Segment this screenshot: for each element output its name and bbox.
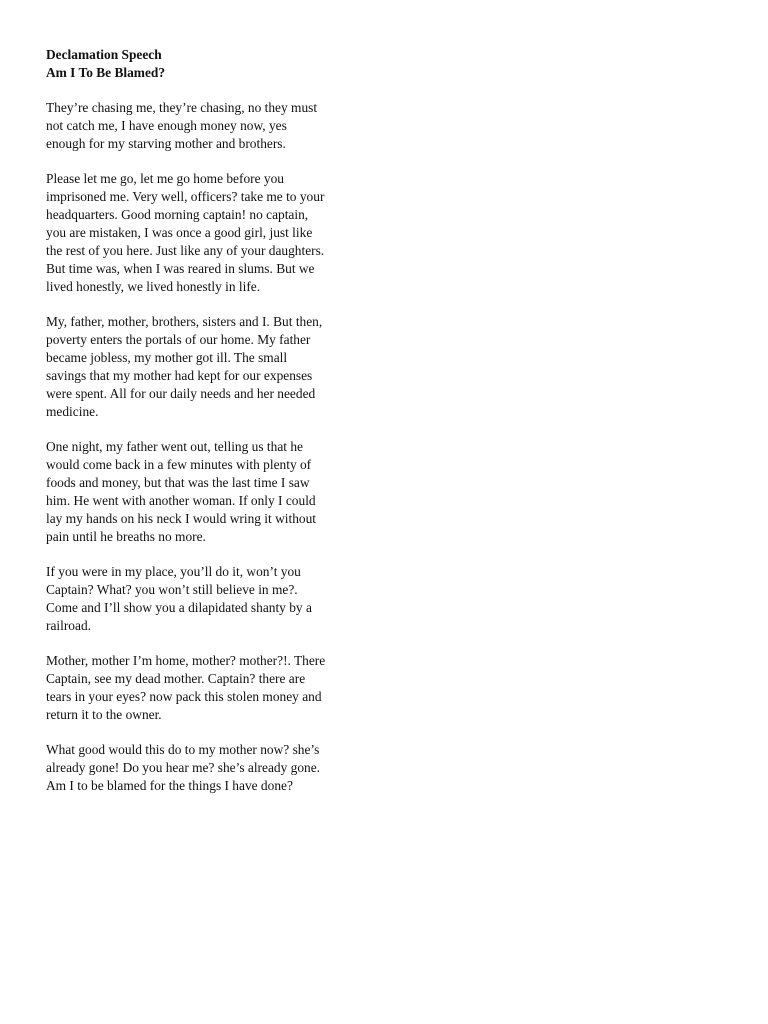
paragraph-line: Captain, see my dead mother. Captain? there are [46, 671, 306, 686]
paragraph-line: Please let me go, let me go home before you [46, 171, 284, 186]
paragraph-line: lived honestly, we lived honestly in life. [46, 279, 261, 294]
paragraph-line: One night, my father went out, telling us that he [46, 439, 303, 454]
paragraph-line: tears in your eyes? now pack this stolen money and [46, 689, 322, 704]
paragraph-line: Mother, mother I’m home, mother? mother?!. There [46, 653, 326, 668]
paragraph-line: poverty enters the portals of our home. My father [46, 332, 311, 347]
paragraph-line: If you were in my place, you’ll do it, won’t you [46, 564, 301, 579]
paragraph-line: They’re chasing me, they’re chasing, no they must [46, 100, 318, 115]
paragraph-line: you are mistaken, I was once a good girl, just like [46, 225, 313, 240]
paragraph [46, 741, 376, 795]
paragraph [46, 652, 376, 724]
paragraph-line: would come back in a few minutes with plenty of [46, 457, 312, 472]
document-subtitle: Am I To Be Blamed? [46, 65, 166, 80]
paragraph-line: My, father, mother, brothers, sisters and I. But then, [46, 314, 323, 329]
paragraph-line: pain until he breaths no more. [46, 529, 206, 544]
paragraph-line: railroad. [46, 618, 91, 633]
paragraph [46, 563, 376, 635]
paragraph-line: Am I to be blamed for the things I have done? [46, 778, 293, 793]
paragraph-line: Come and I’ll show you a dilapidated shanty by a [46, 600, 312, 615]
paragraph-line: him. He went with another woman. If only I could [46, 493, 316, 508]
paragraph [46, 99, 376, 153]
paragraph [46, 170, 376, 296]
paragraph-line: enough for my starving mother and brothers. [46, 136, 286, 151]
paragraph-line: already gone! Do you hear me? she’s already gone. [46, 760, 321, 775]
paragraph-line: return it to the owner. [46, 707, 162, 722]
paragraph-line: imprisoned me. Very well, officers? take me to your [46, 189, 325, 204]
paragraph-line: were spent. All for our daily needs and her needed [46, 386, 316, 401]
document-page [46, 46, 376, 795]
paragraph-line: headquarters. Good morning captain! no captain, [46, 207, 309, 222]
paragraph-line: not catch me, I have enough money now, yes [46, 118, 287, 133]
paragraph-line: became jobless, my mother got ill. The small [46, 350, 288, 365]
paragraph-line: foods and money, but that was the last time I saw [46, 475, 310, 490]
paragraph-line: Captain? What? you won’t still believe in me?. [46, 582, 298, 597]
paragraph-line: the rest of you here. Just like any of your daughters. [46, 243, 325, 258]
paragraph-line: What good would this do to my mother now? she’s [46, 742, 320, 757]
paragraph [46, 313, 376, 421]
document-title: Declamation Speech [46, 47, 162, 62]
paragraph-line: But time was, when I was reared in slums. But we [46, 261, 315, 276]
paragraph-line: lay my hands on his neck I would wring it without [46, 511, 317, 526]
paragraph [46, 438, 376, 546]
paragraph-line: medicine. [46, 404, 99, 419]
paragraph-line: savings that my mother had kept for our expenses [46, 368, 313, 383]
document-heading [46, 46, 376, 82]
